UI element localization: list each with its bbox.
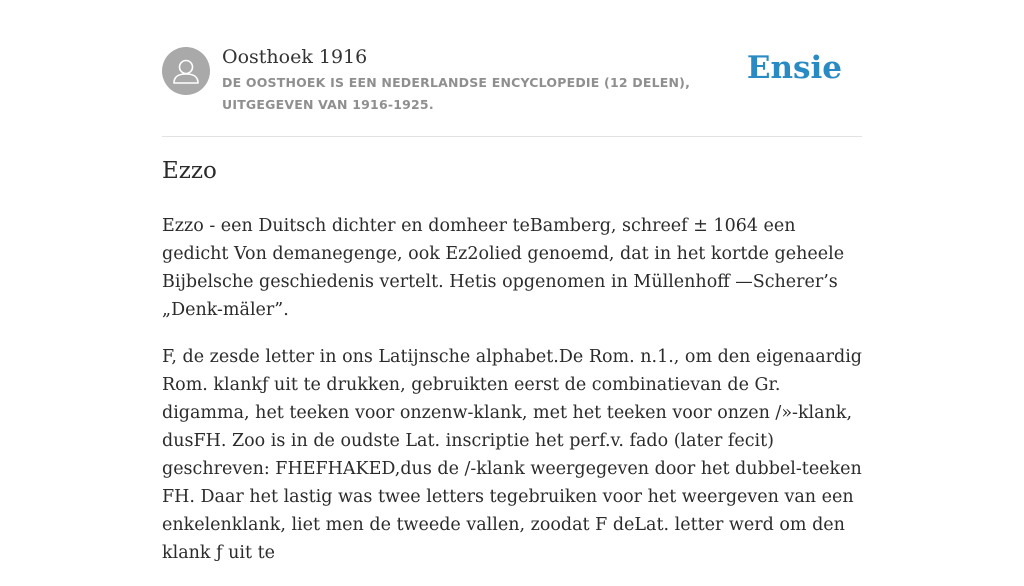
- article-title: Ezzo: [162, 158, 217, 184]
- article-paragraph: Ezzo - een Duitsch dichter en domheer teBamberg, schreef ± 1064 een gedicht Von demanegenge, ook Ez2olied genoemd, dat in het kortde geheele Bijbelsche geschiedenis vertelt. Hetis opgenomen in Müllenhoff —Scherer’s „Denk-mäler”.: [162, 216, 845, 320]
- article-paragraph: F, de zesde letter in ons Latijnsche alphabet.De Rom. n.1., om den eigenaardig Rom. klankƒ uit te drukken, gebruikten eerst de combinatievan de Gr. digamma, het teeken voor onzenw-klank, met het teeken voor onzen /»-klank, dusFH. Zoo is in de oudste Lat. inscriptie het perf.v. fado (later fecit) geschreven: FHEFHAKED,dus de /-klank weergegeven door het dubbel-teeken FH. Daar het lastig was twee letters tegebruiken voor het weergeven van een enkelenklank, liet men de tweede vallen, zoodat F deLat. letter werd om den klank ƒ uit te: [162, 347, 863, 563]
- user-silhouette-icon: [162, 47, 210, 95]
- page: [162, 0, 863, 563]
- article-body: [162, 212, 862, 586]
- source-header: [162, 0, 862, 137]
- source-description: DE OOSTHOEK IS EEN NEDERLANDSE ENCYCLOPEDIE (12 DELEN), UITGEGEVEN VAN 1916-1925.: [222, 75, 691, 112]
- source-title[interactable]: Oosthoek 1916: [222, 46, 368, 68]
- source-avatar[interactable]: [162, 47, 210, 95]
- brand-logo[interactable]: Ensie: [746, 50, 842, 86]
